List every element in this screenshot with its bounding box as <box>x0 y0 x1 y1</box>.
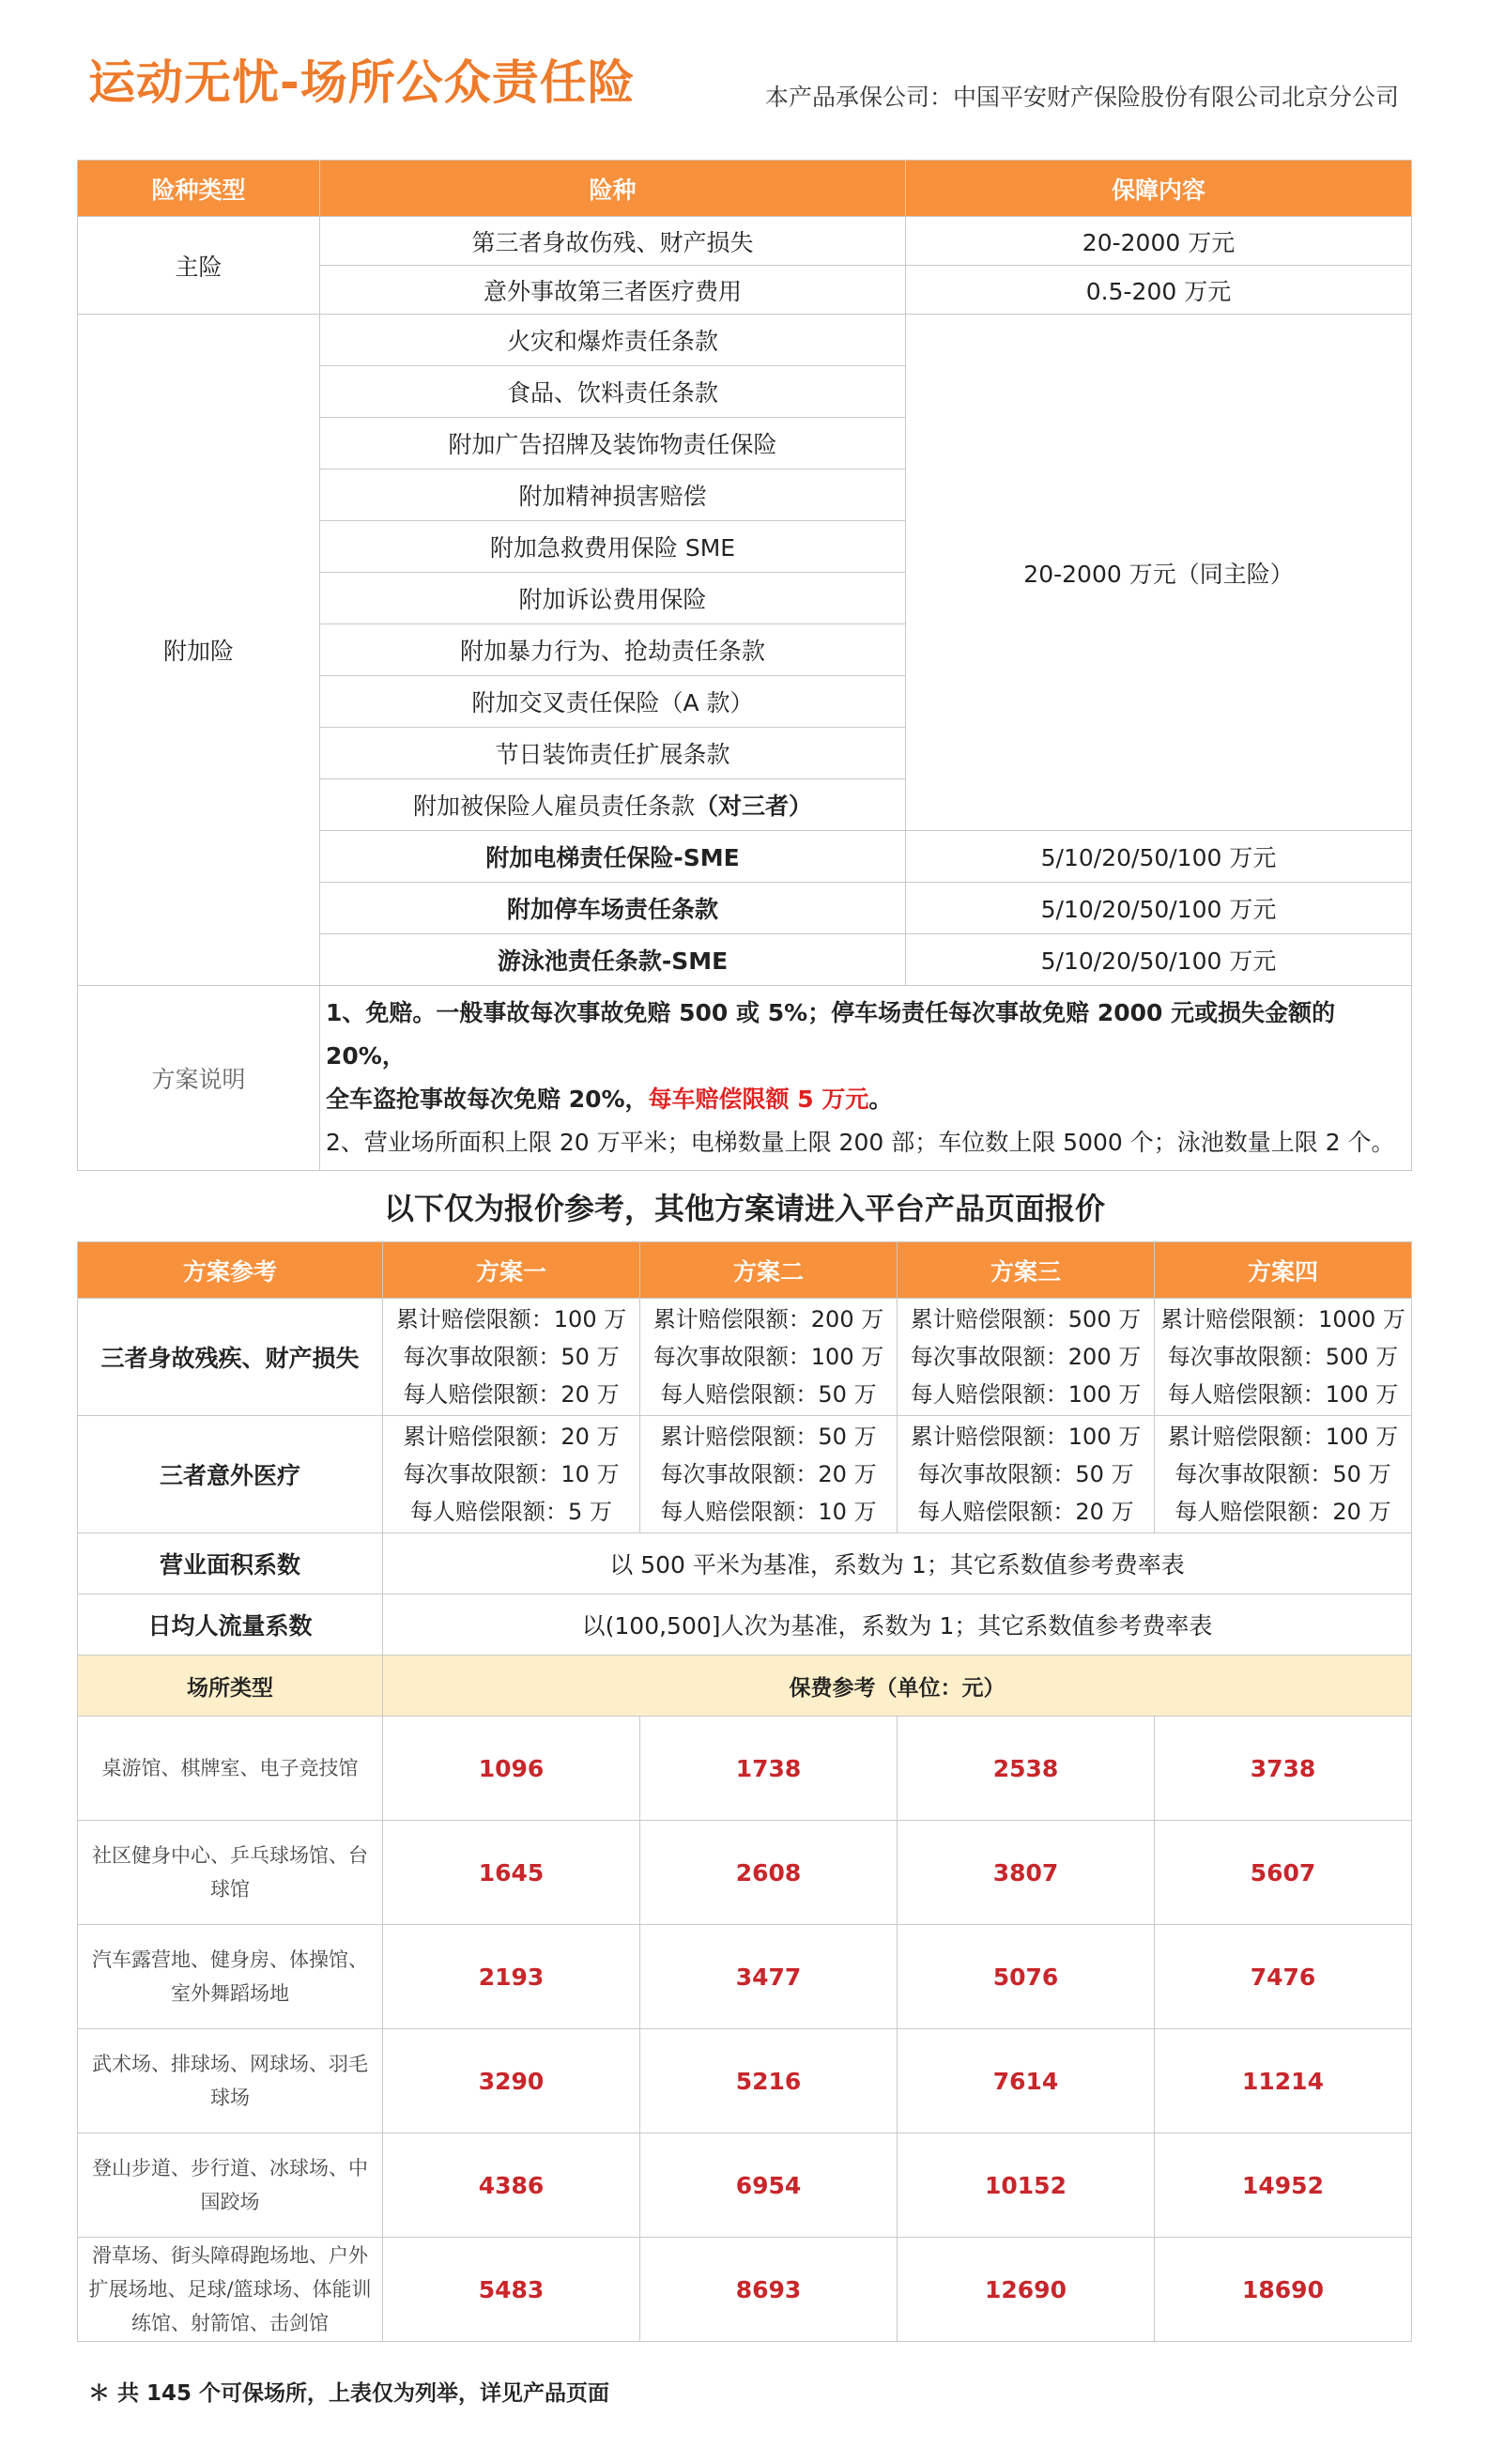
header-plan-4: 方案四 <box>1155 1242 1412 1299</box>
venue-cell <box>78 2029 383 2133</box>
limit-total: 累计赔偿限额：100 万 <box>910 1424 1142 1450</box>
price-cell: 7614 <box>898 2029 1155 2133</box>
insurer-text: 本产品承保公司：中国平安财产保险股份有限公司北京分公司 <box>764 84 1399 111</box>
addon-bold-item-coverage: 5/10/20/50/100 万元 <box>906 883 1412 934</box>
price-cell: 3738 <box>1155 1717 1412 1821</box>
coverage-header-row <box>78 161 1412 217</box>
premium-row <box>78 2133 1412 2238</box>
limit-per-person: 每人赔偿限额：5 万 <box>410 1499 612 1525</box>
addon-item-name: 附加广告招牌及装饰物责任保险 <box>320 418 906 470</box>
addon-item-name: 火灾和爆炸责任条款 <box>320 315 906 366</box>
addon-item-name: 附加精神损害赔偿 <box>320 470 906 521</box>
venue-line: 练馆、射箭馆、击剑馆 <box>131 2312 329 2334</box>
price-cell: 3807 <box>898 1821 1155 1925</box>
price-cell: 7476 <box>1155 1925 1412 2029</box>
price-cell: 2193 <box>383 1925 640 2029</box>
venue-line: 汽车露营地、健身房、体操馆、 <box>92 1948 368 1971</box>
limit-per-accident: 每次事故限额：50 万 <box>1174 1461 1391 1487</box>
liability-row <box>78 1299 1412 1416</box>
coefficient-text: 以(100,500]人次为基准，系数为 1；其它系数值参考费率表 <box>383 1594 1412 1656</box>
venue-line: 扩展场地、足球/篮球场、体能训 <box>88 2278 372 2301</box>
limit-total: 累计赔偿限额：100 万 <box>1167 1424 1399 1450</box>
premium-ref-header: 保费参考（单位：元） <box>383 1656 1412 1717</box>
premium-row <box>78 1925 1412 2029</box>
venue-cell <box>78 1821 383 1925</box>
limit-per-person: 每人赔偿限额：10 万 <box>660 1499 877 1525</box>
table-row <box>78 217 1412 266</box>
notes-content <box>320 986 1412 1171</box>
price-cell: 1738 <box>640 1717 898 1821</box>
addon-shared-coverage: 20-2000 万元（同主险） <box>906 315 1412 831</box>
limit-total: 累计赔偿限额：50 万 <box>660 1424 877 1450</box>
price-cell: 14952 <box>1155 2133 1412 2238</box>
header-plan-ref: 方案参考 <box>78 1242 383 1299</box>
limit-per-person: 每人赔偿限额：20 万 <box>1174 1499 1391 1525</box>
price-cell: 18690 <box>1155 2238 1412 2342</box>
liability-row <box>78 1416 1412 1533</box>
addon-item-name: 附加急救费用保险 SME <box>320 521 906 573</box>
addon-bold-item-name: 附加电梯责任保险-SME <box>320 831 906 883</box>
coefficient-label: 营业面积系数 <box>78 1533 383 1594</box>
price-cell: 2608 <box>640 1821 898 1925</box>
plan-limits <box>1155 1299 1412 1416</box>
venue-line: 国跤场 <box>200 2191 260 2213</box>
premium-header-row <box>78 1656 1412 1717</box>
quote-header-row <box>78 1242 1412 1299</box>
price-cell: 3290 <box>383 2029 640 2133</box>
limit-per-person: 每人赔偿限额：100 万 <box>910 1381 1142 1408</box>
table-row <box>78 315 1412 366</box>
coefficient-row <box>78 1533 1412 1594</box>
limit-per-person: 每人赔偿限额：20 万 <box>917 1499 1134 1525</box>
coverage-table <box>77 160 1412 1171</box>
main-type-cell: 主险 <box>78 217 320 315</box>
main-item-coverage: 0.5-200 万元 <box>906 266 1412 315</box>
notes-row <box>78 986 1412 1171</box>
employee-item-text: 附加被保险人雇员责任条款 <box>412 793 695 820</box>
price-cell: 6954 <box>640 2133 898 2238</box>
limit-total: 累计赔偿限额：500 万 <box>910 1306 1142 1332</box>
coefficient-row <box>78 1594 1412 1656</box>
addon-type-cell: 附加险 <box>78 315 320 986</box>
price-cell: 5076 <box>898 1925 1155 2029</box>
price-cell: 4386 <box>383 2133 640 2238</box>
plan-limits <box>640 1299 898 1416</box>
notes-line-2-end: 。 <box>868 1086 893 1113</box>
plan-limits <box>898 1299 1155 1416</box>
addon-item-name <box>320 779 906 831</box>
venue-line: 球场 <box>210 2087 250 2109</box>
premium-row <box>78 1821 1412 1925</box>
addon-item-name: 附加交叉责任保险（A 款） <box>320 676 906 728</box>
venue-cell <box>78 2238 383 2342</box>
coefficient-text: 以 500 平米为基准，系数为 1；其它系数值参考费率表 <box>383 1533 1412 1594</box>
limit-per-accident: 每次事故限额：50 万 <box>917 1461 1134 1487</box>
limit-per-accident: 每次事故限额：20 万 <box>660 1461 877 1487</box>
plan-limits <box>640 1416 898 1533</box>
limit-total: 累计赔偿限额：1000 万 <box>1160 1306 1405 1332</box>
limit-per-person: 每人赔偿限额：20 万 <box>403 1381 620 1408</box>
notes-line-2-red: 每车赔偿限额 5 万元 <box>648 1086 869 1113</box>
main-item-name: 第三者身故伤残、财产损失 <box>320 217 906 266</box>
price-cell: 8693 <box>640 2238 898 2342</box>
price-cell: 1096 <box>383 1717 640 1821</box>
employee-item-suffix: （对三者） <box>695 793 813 820</box>
plan-limits <box>383 1299 640 1416</box>
addon-item-name: 附加暴力行为、抢劫责任条款 <box>320 624 906 676</box>
premium-row <box>78 2029 1412 2133</box>
notes-label: 方案说明 <box>78 986 320 1171</box>
notes-line-1: 1、免赔。一般事故每次事故免赔 500 或 5%；停车场责任每次事故免赔 2000 元或损失金额的 20%， <box>326 999 1336 1070</box>
header-insurance: 险种 <box>320 161 906 217</box>
price-cell: 5216 <box>640 2029 898 2133</box>
addon-bold-item-coverage: 5/10/20/50/100 万元 <box>906 934 1412 986</box>
limit-total: 累计赔偿限额：100 万 <box>395 1306 627 1332</box>
venue-line: 球馆 <box>210 1878 250 1901</box>
quote-table <box>77 1241 1412 2342</box>
notes-line-2 <box>326 1078 1405 1121</box>
plan-limits <box>1155 1416 1412 1533</box>
venue-cell <box>78 1717 383 1821</box>
main-item-coverage: 20-2000 万元 <box>906 217 1412 266</box>
notes-line-2-bold: 全车盗抢事故每次免赔 20%， <box>326 1086 649 1113</box>
coefficient-label: 日均人流量系数 <box>78 1594 383 1656</box>
price-cell: 10152 <box>898 2133 1155 2238</box>
venue-line: 滑草场、街头障碍跑场地、户外 <box>92 2244 368 2267</box>
venue-line: 登山步道、步行道、冰球场、中 <box>92 2157 368 2179</box>
price-cell: 12690 <box>898 2238 1155 2342</box>
limit-per-person: 每人赔偿限额：50 万 <box>660 1381 877 1408</box>
venue-line: 桌游馆、棋牌室、电子竞技馆 <box>101 1757 359 1779</box>
header-coverage: 保障内容 <box>906 161 1412 217</box>
addon-item-name: 食品、饮料责任条款 <box>320 366 906 418</box>
liability-label: 三者身故残疾、财产损失 <box>78 1299 383 1416</box>
venue-line: 室外舞蹈场地 <box>171 1982 289 2005</box>
price-cell: 11214 <box>1155 2029 1412 2133</box>
limit-per-accident: 每次事故限额：10 万 <box>403 1461 620 1487</box>
price-cell: 3477 <box>640 1925 898 2029</box>
price-cell: 5483 <box>383 2238 640 2342</box>
limit-per-accident: 每次事故限额：500 万 <box>1167 1344 1399 1370</box>
addon-bold-item-name: 附加停车场责任条款 <box>320 883 906 934</box>
venue-cell <box>78 1925 383 2029</box>
price-cell: 1645 <box>383 1821 640 1925</box>
limit-total: 累计赔偿限额：20 万 <box>403 1424 620 1450</box>
premium-row <box>78 2238 1412 2342</box>
quote-title: 以下仅为报价参考，其他方案请进入平台产品页面报价 <box>383 1191 1105 1226</box>
limit-per-accident: 每次事故限额：100 万 <box>652 1344 884 1370</box>
header-type: 险种类型 <box>78 161 320 217</box>
venue-cell <box>78 2133 383 2238</box>
venue-line: 社区健身中心、乒乓球场馆、台 <box>92 1844 368 1867</box>
plan-limits <box>383 1416 640 1533</box>
page-title: 运动无忧-场所公众责任险 <box>88 55 636 110</box>
addon-bold-item-coverage: 5/10/20/50/100 万元 <box>906 831 1412 883</box>
price-cell: 5607 <box>1155 1821 1412 1925</box>
header-plan-1: 方案一 <box>383 1242 640 1299</box>
addon-item-name: 节日装饰责任扩展条款 <box>320 728 906 779</box>
price-cell: 2538 <box>898 1717 1155 1821</box>
main-item-name: 意外事故第三者医疗费用 <box>320 266 906 315</box>
footnote: ＊ 共 145 个可保场所，上表仅为列举，详见产品页面 <box>88 2381 610 2406</box>
liability-label: 三者意外医疗 <box>78 1416 383 1533</box>
venue-type-header: 场所类型 <box>78 1656 383 1717</box>
limit-per-accident: 每次事故限额：200 万 <box>910 1344 1142 1370</box>
addon-item-name: 附加诉讼费用保险 <box>320 573 906 624</box>
notes-line-3: 2、营业场所面积上限 20 万平米；电梯数量上限 200 部；车位数上限 5000 个；泳池数量上限 2 个。 <box>326 1129 1395 1156</box>
header-plan-3: 方案三 <box>898 1242 1155 1299</box>
addon-bold-item-name: 游泳池责任条款-SME <box>320 934 906 986</box>
venue-line: 武术场、排球场、网球场、羽毛 <box>92 2053 368 2075</box>
limit-per-accident: 每次事故限额：50 万 <box>403 1344 620 1370</box>
header-plan-2: 方案二 <box>640 1242 898 1299</box>
plan-limits <box>898 1416 1155 1533</box>
premium-row <box>78 1717 1412 1821</box>
limit-total: 累计赔偿限额：200 万 <box>652 1306 884 1332</box>
limit-per-person: 每人赔偿限额：100 万 <box>1167 1381 1399 1408</box>
